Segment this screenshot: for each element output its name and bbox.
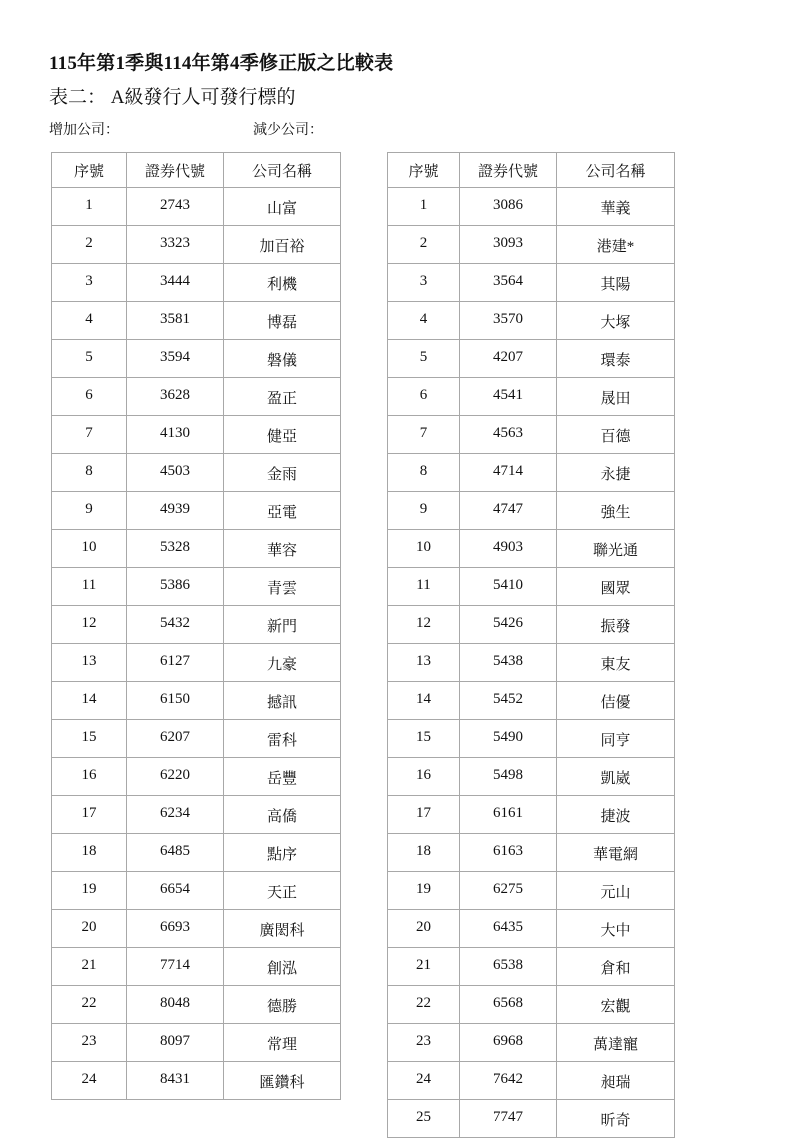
stock-code-cell: 5438 [460,644,557,682]
row-number-cell: 6 [52,378,127,416]
table-row [388,454,675,492]
stock-code-cell: 5410 [460,568,557,606]
table-row [52,834,341,872]
column-header-code: 證券代號 [460,153,557,188]
stock-code-cell: 6163 [460,834,557,872]
row-number-cell: 2 [52,226,127,264]
company-name-cell: 同亨 [557,720,675,758]
stock-code-cell: 3570 [460,302,557,340]
stock-code-cell: 4563 [460,416,557,454]
row-number-cell: 7 [52,416,127,454]
row-number-cell: 1 [388,188,460,226]
table-row [388,492,675,530]
table-row [388,986,675,1024]
company-name-cell: 岳豐 [224,758,341,796]
row-number-cell: 5 [388,340,460,378]
row-number-cell: 3 [52,264,127,302]
stock-code-cell: 4903 [460,530,557,568]
company-name-cell: 高僑 [224,796,341,834]
stock-code-cell: 3093 [460,226,557,264]
company-name-cell: 宏觀 [557,986,675,1024]
row-number-cell: 24 [52,1062,127,1100]
added-companies-table [51,152,341,1100]
stock-code-cell: 3323 [127,226,224,264]
company-name-cell: 創泓 [224,948,341,986]
removed-companies-label: 減少公司： [253,123,323,138]
table-row [388,226,675,264]
stock-code-cell: 7642 [460,1062,557,1100]
added-companies-label: 增加公司： [49,123,119,138]
stock-code-cell: 4714 [460,454,557,492]
row-number-cell: 23 [388,1024,460,1062]
row-number-cell: 25 [388,1100,460,1138]
row-number-cell: 4 [52,302,127,340]
table-row [388,568,675,606]
company-name-cell: 聯光通 [557,530,675,568]
stock-code-cell: 6435 [460,910,557,948]
column-header-code: 證券代號 [127,153,224,188]
column-header-no: 序號 [52,153,127,188]
table-row [388,340,675,378]
row-number-cell: 18 [52,834,127,872]
table-row [52,682,341,720]
stock-code-cell: 6485 [127,834,224,872]
column-header-no: 序號 [388,153,460,188]
table-row [52,568,341,606]
company-name-cell: 東友 [557,644,675,682]
table-row [388,796,675,834]
row-number-cell: 21 [388,948,460,986]
table-row [52,264,341,302]
row-number-cell: 14 [52,682,127,720]
company-name-cell: 青雲 [224,568,341,606]
table-row [52,644,341,682]
table-row [52,530,341,568]
added-companies-body [52,188,341,1100]
stock-code-cell: 7747 [460,1100,557,1138]
row-number-cell: 23 [52,1024,127,1062]
row-number-cell: 8 [52,454,127,492]
stock-code-cell: 5490 [460,720,557,758]
company-name-cell: 亞電 [224,492,341,530]
removed-companies-body [388,188,675,1138]
row-number-cell: 24 [388,1062,460,1100]
company-name-cell: 倉和 [557,948,675,986]
document-title: 115年第1季與114年第4季修正版之比較表 [49,53,394,74]
company-name-cell: 大中 [557,910,675,948]
row-number-cell: 10 [52,530,127,568]
company-name-cell: 華電網 [557,834,675,872]
company-name-cell: 永捷 [557,454,675,492]
row-number-cell: 6 [388,378,460,416]
row-number-cell: 20 [388,910,460,948]
table-row [388,378,675,416]
company-name-cell: 其陽 [557,264,675,302]
stock-code-cell: 4747 [460,492,557,530]
table-row [52,986,341,1024]
table-row [388,1024,675,1062]
stock-code-cell: 6654 [127,872,224,910]
table-row [52,378,341,416]
stock-code-cell: 7714 [127,948,224,986]
stock-code-cell: 6220 [127,758,224,796]
row-number-cell: 4 [388,302,460,340]
row-number-cell: 10 [388,530,460,568]
table-row [388,416,675,454]
row-number-cell: 2 [388,226,460,264]
stock-code-cell: 4939 [127,492,224,530]
stock-code-cell: 6234 [127,796,224,834]
table-row [52,948,341,986]
stock-code-cell: 3581 [127,302,224,340]
company-name-cell: 廣閎科 [224,910,341,948]
company-name-cell: 金雨 [224,454,341,492]
stock-code-cell: 5452 [460,682,557,720]
row-number-cell: 14 [388,682,460,720]
company-name-cell: 九豪 [224,644,341,682]
company-name-cell: 晟田 [557,378,675,416]
company-name-cell: 磐儀 [224,340,341,378]
table-row [388,264,675,302]
table-row [388,644,675,682]
table-row [388,948,675,986]
company-name-cell: 元山 [557,872,675,910]
table-row [388,720,675,758]
company-name-cell: 昶瑞 [557,1062,675,1100]
company-name-cell: 點序 [224,834,341,872]
company-name-cell: 佶優 [557,682,675,720]
stock-code-cell: 6693 [127,910,224,948]
stock-code-cell: 8431 [127,1062,224,1100]
stock-code-cell: 3564 [460,264,557,302]
row-number-cell: 5 [52,340,127,378]
column-header-name: 公司名稱 [224,153,341,188]
table-row [388,872,675,910]
stock-code-cell: 4541 [460,378,557,416]
table-row [52,872,341,910]
stock-code-cell: 4503 [127,454,224,492]
stock-code-cell: 4207 [460,340,557,378]
row-number-cell: 16 [52,758,127,796]
row-number-cell: 13 [388,644,460,682]
company-name-cell: 雷科 [224,720,341,758]
company-name-cell: 大塚 [557,302,675,340]
table-row [388,530,675,568]
table-row [388,682,675,720]
company-name-cell: 匯鑽科 [224,1062,341,1100]
table-row [52,720,341,758]
stock-code-cell: 6275 [460,872,557,910]
stock-code-cell: 5328 [127,530,224,568]
row-number-cell: 17 [388,796,460,834]
company-name-cell: 萬達寵 [557,1024,675,1062]
stock-code-cell: 6538 [460,948,557,986]
company-name-cell: 國眾 [557,568,675,606]
stock-code-cell: 5432 [127,606,224,644]
column-header-name: 公司名稱 [557,153,675,188]
company-name-cell: 新門 [224,606,341,644]
row-number-cell: 9 [388,492,460,530]
company-name-cell: 強生 [557,492,675,530]
table-row [52,606,341,644]
row-number-cell: 9 [52,492,127,530]
stock-code-cell: 4130 [127,416,224,454]
company-name-cell: 健亞 [224,416,341,454]
stock-code-cell: 3086 [460,188,557,226]
row-number-cell: 12 [388,606,460,644]
table-header-row [388,153,675,188]
table-subtitle: 表二： A級發行人可發行標的 [49,87,296,108]
stock-code-cell: 8048 [127,986,224,1024]
table-row [52,226,341,264]
company-name-cell: 盈正 [224,378,341,416]
row-number-cell: 12 [52,606,127,644]
table-row [388,1062,675,1100]
stock-code-cell: 8097 [127,1024,224,1062]
stock-code-cell: 5386 [127,568,224,606]
table-row [52,302,341,340]
company-name-cell: 常理 [224,1024,341,1062]
table-row [52,1062,341,1100]
table-row [52,1024,341,1062]
company-name-cell: 港建* [557,226,675,264]
stock-code-cell: 2743 [127,188,224,226]
row-number-cell: 15 [388,720,460,758]
company-name-cell: 天正 [224,872,341,910]
row-number-cell: 22 [52,986,127,1024]
table-row [52,340,341,378]
row-number-cell: 20 [52,910,127,948]
table-header-row [52,153,341,188]
table-row [388,910,675,948]
table-row [52,416,341,454]
row-number-cell: 8 [388,454,460,492]
company-name-cell: 德勝 [224,986,341,1024]
removed-companies-table [387,152,675,1138]
row-number-cell: 19 [52,872,127,910]
table-row [52,796,341,834]
stock-code-cell: 6968 [460,1024,557,1062]
row-number-cell: 7 [388,416,460,454]
company-name-cell: 昕奇 [557,1100,675,1138]
company-name-cell: 山富 [224,188,341,226]
table-row [52,188,341,226]
stock-code-cell: 6207 [127,720,224,758]
row-number-cell: 19 [388,872,460,910]
company-name-cell: 百德 [557,416,675,454]
table-row [52,454,341,492]
row-number-cell: 18 [388,834,460,872]
row-number-cell: 3 [388,264,460,302]
table-row [388,302,675,340]
table-row [388,606,675,644]
company-name-cell: 華義 [557,188,675,226]
row-number-cell: 17 [52,796,127,834]
stock-code-cell: 5426 [460,606,557,644]
stock-code-cell: 6127 [127,644,224,682]
stock-code-cell: 6161 [460,796,557,834]
company-name-cell: 凱崴 [557,758,675,796]
stock-code-cell: 6150 [127,682,224,720]
row-number-cell: 13 [52,644,127,682]
company-name-cell: 利機 [224,264,341,302]
table-row [52,910,341,948]
stock-code-cell: 6568 [460,986,557,1024]
company-name-cell: 環泰 [557,340,675,378]
company-name-cell: 華容 [224,530,341,568]
company-name-cell: 捷波 [557,796,675,834]
row-number-cell: 22 [388,986,460,1024]
row-number-cell: 1 [52,188,127,226]
row-number-cell: 16 [388,758,460,796]
stock-code-cell: 3594 [127,340,224,378]
table-row [52,492,341,530]
stock-code-cell: 3628 [127,378,224,416]
table-row [52,758,341,796]
stock-code-cell: 3444 [127,264,224,302]
company-name-cell: 博磊 [224,302,341,340]
table-row [388,758,675,796]
row-number-cell: 21 [52,948,127,986]
table-row [388,188,675,226]
company-name-cell: 加百裕 [224,226,341,264]
table-row [388,834,675,872]
row-number-cell: 11 [52,568,127,606]
company-name-cell: 振發 [557,606,675,644]
stock-code-cell: 5498 [460,758,557,796]
row-number-cell: 15 [52,720,127,758]
company-name-cell: 撼訊 [224,682,341,720]
row-number-cell: 11 [388,568,460,606]
